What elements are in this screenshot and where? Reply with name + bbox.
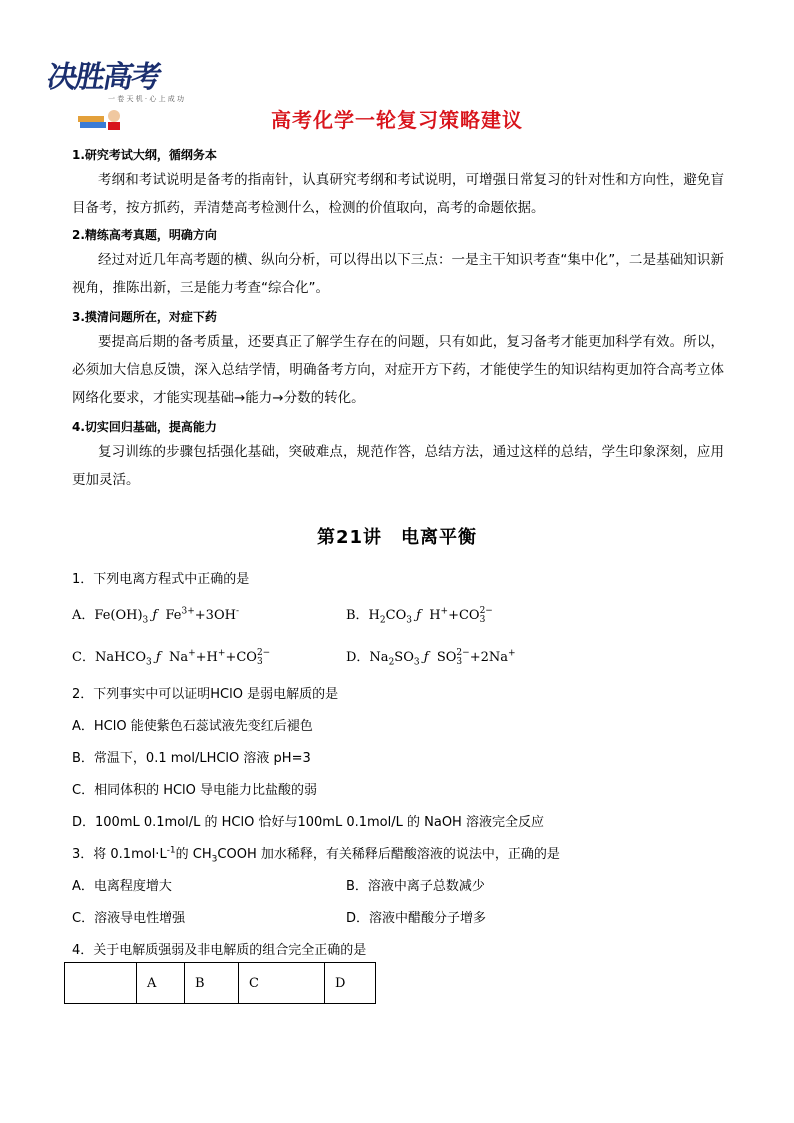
q2-option-a: A．HClO 能使紫色石蕊试液先变红后褪色	[72, 719, 313, 734]
q2-option-c: C．相同体积的 HClO 导电能力比盐酸的弱	[72, 783, 318, 798]
q3-option-b: B．溶液中离子总数减少	[346, 879, 485, 894]
table-cell: D	[325, 963, 376, 1004]
section-heading-3: 3.摸清问题所在，对症下药	[72, 310, 217, 324]
table-cell: C	[239, 963, 325, 1004]
section-body-3: 要提高后期的备考质量，还要真正了解学生存在的问题，只有如此，复习备考才能更加科学有效。所以，必须加大信息反馈，深入总结学情，明确备考方向，对症开方下药，才能使学生的知识结构更加符合高考立体网络化要求，才能实现基础→能力→分数的转化。	[72, 334, 724, 406]
main-title: 高考化学一轮复习策略建议	[271, 108, 523, 132]
section-heading-1: 1.研究考试大纲，循纲务本	[72, 148, 217, 162]
question-4-stem: 4．关于电解质强弱及非电解质的组合完全正确的是	[72, 943, 367, 958]
q3-option-c: C．溶液导电性增强	[72, 911, 186, 926]
q3-option-a: A．电离程度增大	[72, 879, 172, 894]
q1-option-d: D．$Na_2SO_3$ ƒ SO2− 3 +2Na+	[346, 647, 516, 668]
section-body-2: 经过对近几年高考题的横、纵向分析，可以得出以下三点：一是主干知识考查“集中化”，二是基础知识新视角，推陈出新，三是能力考查“综合化”。	[72, 252, 724, 296]
question-3-stem: 3．将 $0.1mol\cdot L^{-1}$的 $CH_3COOH$ 加水稀释，有关稀释后醋酸溶液的说法中，正确的是	[72, 845, 560, 865]
q3-option-d: D．溶液中醋酸分子增多	[346, 911, 487, 926]
section-body-1: 考纲和考试说明是备考的指南针，认真研究考纲和考试说明，可增强日常复习的针对性和方向性，避免盲目备考，按方抓药，弄清楚高考检测什么，检测的价值取向，高考的命题依据。	[72, 172, 724, 216]
section-body-4: 复习训练的步骤包括强化基础，突破难点，规范作答，总结方法，通过这样的总结，学生印象深刻，应用更加灵活。	[72, 444, 724, 488]
question-2-stem: 2．下列事实中可以证明HClO 是弱电解质的是	[72, 687, 339, 702]
logo-text: 决胜高考	[44, 60, 163, 95]
table-cell: B	[185, 963, 239, 1004]
q1-option-a: A．$Fe(OH)_3$ ƒ $Fe^{3+}+3OH^-$	[72, 606, 239, 626]
table-cell	[65, 963, 137, 1004]
question-1-stem: 1．下列电离方程式中正确的是	[72, 572, 250, 587]
section-heading-2: 2.精练高考真题，明确方向	[72, 228, 217, 242]
q2-option-b: B．常温下，0.1 mol/LHClO 溶液 pH=3	[72, 751, 311, 766]
q4-table	[64, 962, 376, 1004]
lecture-title: 第21讲 电离平衡	[316, 527, 478, 548]
table-cell: A	[137, 963, 185, 1004]
q1-option-b: B．$H_2CO_3$ ƒ H++CO2− 3	[346, 605, 493, 626]
table-row	[65, 963, 376, 1004]
q1-option-c: C．NaHCO$_3$ ƒ Na++H++CO2− 3	[72, 647, 271, 668]
q2-option-d: D．100mL 0.1mol/L 的 HClO 恰好与100mL 0.1mol/L 的 NaOH 溶液完全反应	[72, 815, 544, 830]
section-heading-4: 4.切实回归基础，提高能力	[72, 420, 217, 434]
logo-subtitle: 一 卷 天 机 · 心 上 成 功	[108, 95, 185, 103]
